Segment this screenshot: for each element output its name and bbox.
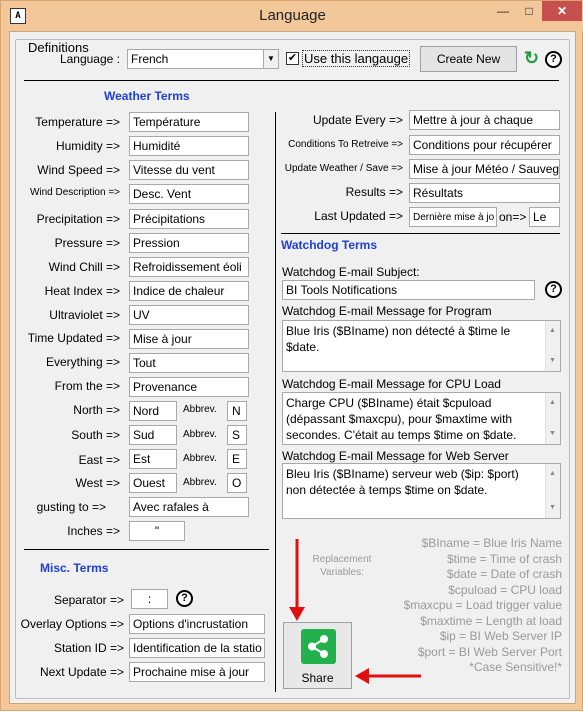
chevron-down-icon[interactable]: ▼ (263, 50, 278, 68)
humidity-label: Humidity => (55, 139, 120, 153)
temperature-label: Temperature => (35, 115, 120, 129)
replacement-variable-line: $date = Date of crash (446, 567, 562, 581)
share-label: Share (301, 671, 334, 685)
west-input[interactable]: Ouest (129, 473, 177, 493)
everything-label: Everything => (45, 355, 120, 369)
minimize-button[interactable]: — (497, 4, 509, 18)
time-updated-label: Time Updated => (27, 331, 120, 345)
station-id-label: Station ID => (53, 641, 124, 655)
north-abbrev-label: Abbrev. (183, 404, 217, 415)
replacement-variable-line: $port = BI Web Server Port (417, 644, 562, 659)
arrow-left-head (355, 668, 369, 684)
wind-speed-input[interactable]: Vitesse du vent (129, 160, 249, 180)
conditions-label: Conditions To Retreive => (288, 139, 403, 150)
arrow-down-head (289, 607, 305, 621)
replacement-variable-line: $cpuload = CPU load (448, 582, 562, 597)
west-abbrev-label: Abbrev. (183, 477, 217, 488)
overlay-options-input[interactable]: Options d'incrustation (129, 614, 265, 634)
replacement-variable-line: $BIname = Blue Iris Name (421, 536, 562, 550)
separator-help-icon[interactable]: ? (176, 590, 193, 607)
separator-label: Separator => (53, 593, 124, 607)
use-language-label[interactable]: Use this langauge (304, 51, 409, 66)
replacement-variable-line: *Case Sensitive!* (469, 660, 562, 674)
language-select-value: French (131, 52, 169, 66)
update-weather-input[interactable]: Mise à jour Météo / Sauveg (409, 159, 560, 179)
everything-input[interactable]: Tout (129, 353, 249, 373)
pressure-input[interactable]: Pression (129, 233, 249, 253)
replacement-variable-line: $time = Time of crash (446, 551, 562, 566)
last-updated-label: Last Updated => (314, 209, 403, 223)
wind-description-label: Wind Description => (29, 187, 120, 198)
west-label: West => (75, 476, 120, 490)
cpu-message-label: Watchdog E-mail Message for CPU Load (282, 377, 501, 391)
watchdog-help-icon[interactable]: ? (545, 281, 562, 298)
scroll-up-icon[interactable]: ▲ (549, 327, 556, 334)
cpu-message-text: Charge CPU ($BIname) était $cpuload (dépassant $maxcpu), pour $maxtime with secondes. C'était au temps $time on $date. (286, 396, 517, 442)
scroll-down-icon[interactable]: ▼ (549, 430, 556, 437)
south-abbrev-input[interactable]: S (227, 425, 247, 445)
temperature-input[interactable]: Température (129, 112, 249, 132)
from-the-label: From the => (54, 379, 120, 393)
update-every-input[interactable]: Mettre à jour à chaque (409, 110, 560, 130)
precipitation-label: Precipitation => (36, 212, 120, 226)
replacement-variable-line: $maxtime = Length at load (420, 613, 562, 628)
replacement-variable-line: $ip = BI Web Server IP (439, 629, 562, 643)
gusting-input[interactable]: Avec rafales à (129, 497, 249, 517)
humidity-input[interactable]: Humidité (129, 136, 249, 156)
on-input[interactable]: Le (529, 207, 560, 227)
ultraviolet-input[interactable]: UV (129, 305, 249, 325)
from-the-input[interactable]: Provenance (129, 377, 249, 397)
last-updated-input[interactable]: Dernière mise à jo (409, 207, 497, 227)
wind-speed-label: Wind Speed => (37, 163, 120, 177)
south-label: South => (71, 428, 120, 442)
east-abbrev-input[interactable]: E (227, 449, 247, 469)
wind-description-input[interactable]: Desc. Vent (129, 184, 249, 204)
update-weather-label: Update Weather / Save => (284, 163, 403, 174)
pressure-label: Pressure => (54, 236, 120, 250)
heat-index-label: Heat Index => (44, 284, 120, 298)
program-message-text: Blue Iris ($BIname) non détecté à $time le $date. (286, 324, 511, 354)
create-new-button[interactable]: Create New (420, 46, 517, 72)
wind-chill-label: Wind Chill => (48, 260, 120, 274)
wind-chill-input[interactable]: Refroidissement éoli (129, 257, 249, 277)
app-icon: A (10, 8, 26, 24)
replacement-caption: Replacement Variables: (312, 554, 372, 578)
weather-terms-heading: Weather Terms (104, 89, 190, 103)
scroll-up-icon[interactable]: ▲ (549, 399, 556, 406)
checkmark-icon: ✔ (287, 52, 298, 64)
on-label: on=> (499, 210, 527, 224)
results-label: Results => (345, 185, 403, 199)
scroll-down-icon[interactable]: ▼ (549, 357, 556, 364)
replacement-variable-line: $maxcpu = Load trigger value (403, 598, 562, 612)
west-abbrev-input[interactable]: O (227, 473, 247, 493)
annotation-arrows (1, 1, 583, 712)
gusting-label: gusting to => (36, 500, 106, 514)
north-label: North => (73, 403, 120, 417)
north-input[interactable]: Nord (129, 401, 177, 421)
time-updated-input[interactable]: Mise à jour (129, 329, 249, 349)
east-input[interactable]: Est (129, 449, 177, 469)
east-label: East => (78, 453, 120, 467)
scroll-down-icon[interactable]: ▼ (549, 504, 556, 511)
web-message-text: Bleu Iris ($BIname) serveur web ($ip: $port) non détectée à temps $time on $date. (286, 467, 519, 497)
definitions-legend: Definitions (28, 40, 89, 55)
scroll-up-icon[interactable]: ▲ (549, 470, 556, 477)
heat-index-input[interactable]: Indice de chaleur (129, 281, 249, 301)
north-abbrev-input[interactable]: N (227, 401, 247, 421)
inches-input[interactable]: " (129, 521, 185, 541)
separator-input[interactable]: : (131, 589, 168, 609)
close-button[interactable]: ✕ (542, 1, 582, 21)
inches-label: Inches => (67, 524, 120, 538)
ultraviolet-label: Ultraviolet => (49, 308, 120, 322)
overlay-options-label: Overlay Options => (20, 617, 124, 631)
east-abbrev-label: Abbrev. (183, 453, 217, 464)
help-icon[interactable]: ? (545, 51, 562, 68)
program-message-label: Watchdog E-mail Message for Program (282, 304, 492, 318)
watchdog-terms-heading: Watchdog Terms (281, 238, 378, 252)
station-id-input[interactable]: Identification de la statio (129, 638, 265, 658)
conditions-input[interactable]: Conditions pour récupérer (409, 135, 560, 155)
precipitation-input[interactable]: Précipitations (129, 209, 249, 229)
results-input[interactable]: Résultats (409, 183, 560, 203)
watchdog-subject-label: Watchdog E-mail Subject: (282, 265, 420, 279)
next-update-input[interactable]: Prochaine mise à jour (129, 662, 265, 682)
watchdog-subject-input[interactable]: BI Tools Notifications (282, 280, 535, 300)
next-update-label: Next Update => (39, 665, 124, 679)
refresh-icon[interactable]: ↻ (524, 48, 540, 68)
language-label: Language : (59, 52, 120, 66)
south-abbrev-label: Abbrev. (183, 429, 217, 440)
south-input[interactable]: Sud (129, 425, 177, 445)
window-title: Language (259, 7, 326, 24)
misc-terms-heading: Misc. Terms (40, 561, 109, 575)
update-every-label: Update Every => (312, 113, 403, 127)
web-message-label: Watchdog E-mail Message for Web Server (282, 449, 509, 463)
maximize-button[interactable]: □ (525, 4, 533, 18)
